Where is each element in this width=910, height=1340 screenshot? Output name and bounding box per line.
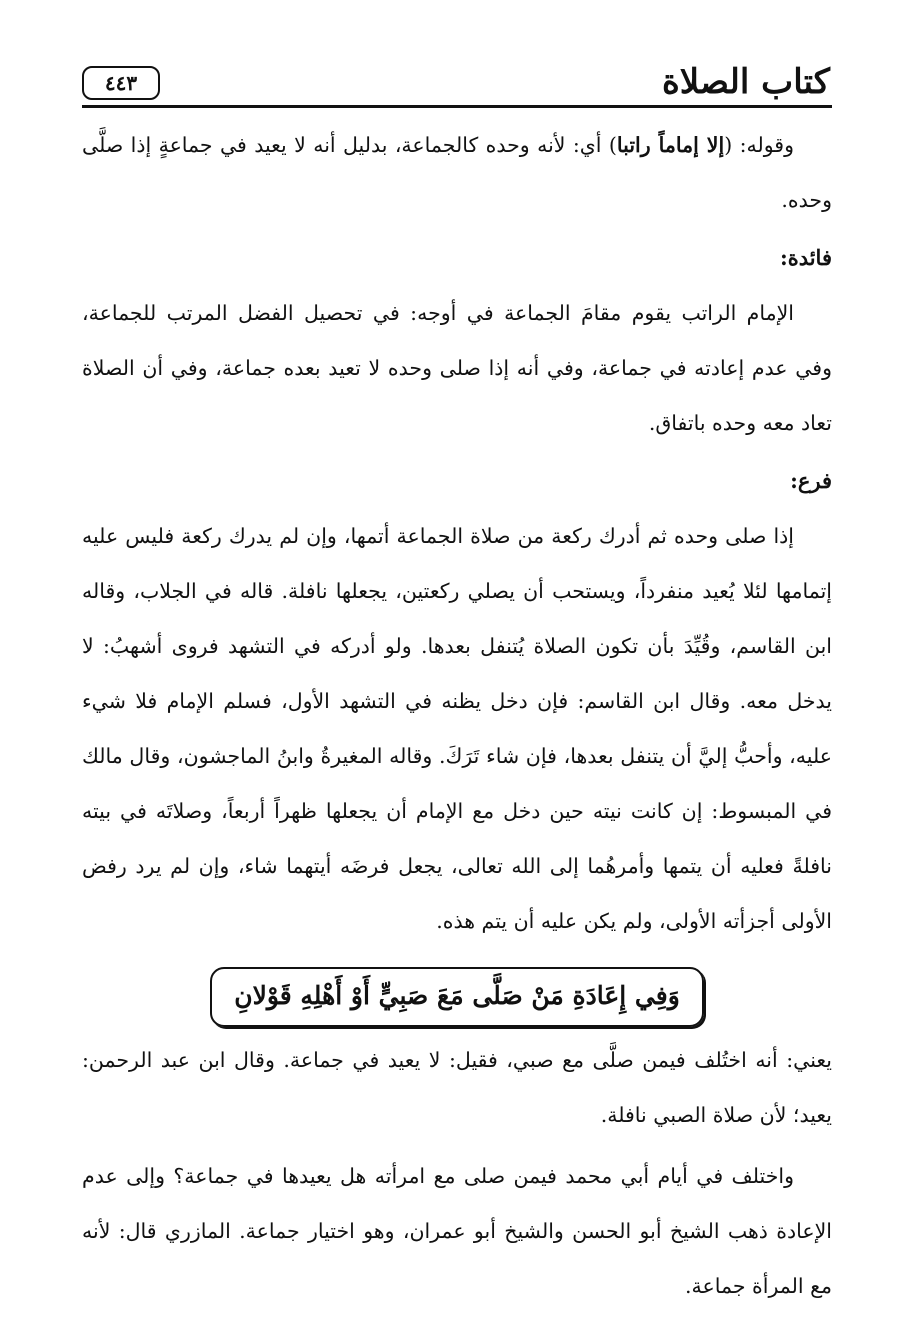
- paragraph-1: [82, 118, 832, 228]
- paragraph-4: يعني: أنه اختُلف فيمن صلَّى مع صبي، فقيل: لا يعيد في جماعة. وقال ابن عبد الرحمن: يعيد؛ لأن صلاة الصبي نافلة.: [82, 1048, 832, 1127]
- page-number: ٤٤٣: [82, 66, 160, 100]
- matn-box-container: [82, 967, 832, 1027]
- paragraph-3: إذا صلى وحده ثم أدرك ركعة من صلاة الجماعة أتمها، وإن لم يدرك ركعة فليس عليه إتمامها لئلا يُعيد منفرداً، ويستحب أن يصلي ركعتين، يجعلها نافلة. قاله في الجلاب، وقاله ابن القاسم، وقُيِّدَ بأن تكون الصلاة يُتنفل بعدها. ولو أدركه في التشهد فروى أشهبُ: لا يدخل معه. وقال ابن القاسم: فإن دخل يظنه في التشهد الأول، فسلم الإمام فلا شيء عليه، وأحبُّ إليَّ أن يتنفل بعدها، فإن شاء تَرَكَ. وقاله المغيرةُ وابنُ الماجشون، وقال مالك في المبسوط: إن كانت نيته حين دخل مع الإمام أن يجعلها ظهراً أربعاً، وصلاتَه في بيته نافلةً فعليه أن يتمها وأمرهُما إلى الله تعالى، يجعل فرضَه أيتهما شاء، وإن لم يرد رفض الأولى أجزأته الأولى، ولم يكن عليه أن يتم هذه.: [82, 524, 832, 933]
- quoted-phrase: إلا إماماً راتبا: [616, 133, 725, 157]
- page-body: [82, 118, 832, 1314]
- heading-far: فرع:: [790, 468, 832, 493]
- paragraph-5: واختلف في أيام أبي محمد فيمن صلى مع امرأته هل يعيدها في جماعة؟ وإلى عدم الإعادة ذهب الشيخ أبو الحسن والشيخ أبو عمران، وهو اختيار جماعة. المازري قال: لأنه مع المرأة جماعة.: [82, 1164, 832, 1298]
- paragraph-2: الإمام الراتب يقوم مقامَ الجماعة في أوجه: في تحصيل الفضل المرتب للجماعة، وفي عدم إعادته في جماعة، وفي أنه إذا صلى وحده لا تعيد بعده جماعة، وفي أن الصلاة تعاد معه وحده باتفاق.: [82, 301, 832, 435]
- paragraph-1-rest: ) أي: لأنه وحده كالجماعة، بدليل أنه لا يعيد في جماعةٍ إذا صلَّى وحده.: [82, 133, 832, 212]
- matn-box: وَفِي إِعَادَةِ مَنْ صَلَّى مَعَ صَبِيٍّ أَوْ أَهْلِهِ قَوْلانِ: [210, 967, 704, 1027]
- header-rule: [82, 105, 832, 108]
- paragraph-1-lead: وقوله: (: [724, 133, 795, 157]
- running-head: كتاب الصلاة: [661, 62, 830, 102]
- heading-faida: فائدة:: [779, 245, 832, 270]
